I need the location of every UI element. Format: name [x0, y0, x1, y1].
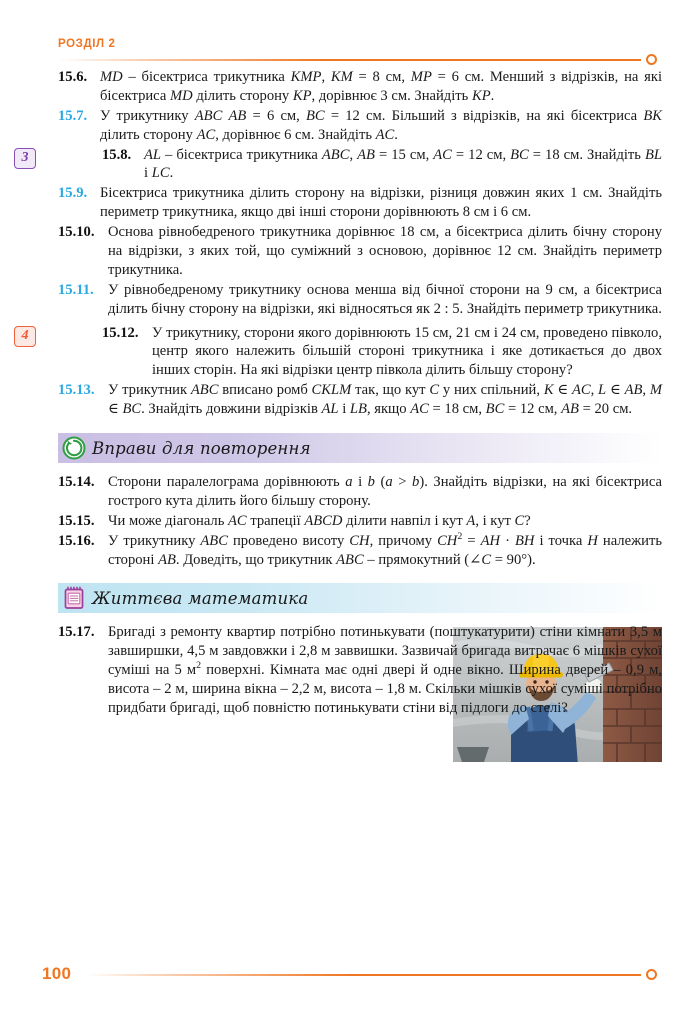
exercise-number: 15.15. — [58, 512, 95, 529]
exercise-text: У трикутнику ABC AB = 6 см, BC = 12 см. Більший з відрізків, на які бісектриса BK ділить сторону AC, дорівнює 6 см. Знайдіть AC. — [100, 107, 662, 143]
exercise-text: У рівнобедреному трикутнику основа менша від бічної сторони на 9 см, а бісектриса ділить бічну сторону на відрізки, які відносяться як 2 : 5. Знайдіть периметр трикутника. — [108, 281, 662, 317]
exercise-text: У трикутнику, сторони якого дорівнюють 15 см, 21 см і 24 см, проведено півколо, центр якого належить більшій стороні трикутника і яке дотикається до двох інших сторін. На які відрізки центр півкола ділить більшу сторону? — [152, 324, 662, 379]
section-title: Життєва математика — [92, 588, 309, 608]
exercise-item — [58, 281, 662, 319]
page-content — [21, 68, 663, 719]
exercise-number: 15.7. — [58, 107, 88, 124]
header-rule — [58, 59, 641, 61]
section-title: Вправи для повторення — [92, 438, 311, 458]
section-banner-review — [58, 433, 662, 463]
exercise-number: 15.11. — [58, 281, 94, 298]
exercise-number: 15.14. — [58, 474, 95, 491]
exercise-text: Сторони паралелограма дорівнюють a і b (a > b). Знайдіть відрізки, на які бісектриса гострого кута ділить його більшу сторону. — [108, 474, 662, 509]
notepad-icon — [61, 585, 87, 611]
header-dot-icon — [646, 54, 657, 65]
level-badge-label: 4 — [21, 328, 29, 344]
exercise-number: 15.6. — [58, 69, 88, 85]
exercise-item — [58, 184, 662, 222]
exercise-item — [58, 107, 662, 145]
footer-dot-icon — [646, 969, 657, 980]
running-head — [58, 38, 657, 64]
exercise-number: 15.8. — [102, 146, 132, 163]
level-badge-3 — [14, 148, 36, 169]
circular-arrow-icon — [61, 435, 87, 461]
exercise-text: У трикутнику ABC проведено висоту CH, причому $CH^2$ = AH · BH і точка H належить стороні AB. Доведіть, що трикутник ABC – прямокутний (∠C = 90°). — [108, 530, 662, 568]
exercise-item — [58, 381, 662, 419]
exercise-number: 15.9. — [58, 185, 88, 202]
life-math-exercise — [58, 623, 662, 717]
exercise-text: Чи може діагональ AC трапеції ABCD ділити навпіл і кут A, і кут C? — [108, 512, 531, 529]
exercise-item — [58, 473, 662, 511]
exercise-item — [58, 512, 662, 531]
exercise-text: MD – бісектриса трикутника KMP, KM = 8 см, MP = 6 см. Менший з відрізків, на які бісектриса MD ділить сторону KP, дорівнює 3 см. Знайдіть KP. — [100, 69, 663, 104]
exercise-item — [58, 532, 662, 570]
exercise-item — [58, 68, 662, 106]
exercise-text: Бригаді з ремонту квартир потрібно потинькувати (поштукатурити) стіни кімнати 3,5 м завширшки, 4,5 м завдовжки і 2,8 м заввишки. Зазвичай бригада витрачає 6 мішків сухої суміші на 5 $м^2$ поверхні. Кімната має одні двері й одне вікно. Ширина дверей – 0,9 м, висота – 2 м, ширина вікна – 2,2 м, висота – 1,8 м. Скільки мішків сухої суміші потрібно придбати бригаді, щоб повністю потинькувати стіни від підлоги до стелі? — [108, 624, 662, 717]
page-footer — [42, 964, 657, 986]
section-banner-life-math — [58, 583, 662, 613]
chapter-label: РОЗДІЛ 2 — [58, 38, 116, 50]
exercise-text: AL – бісектриса трикутника ABC, AB = 15 см, AC = 12 см, BC = 18 см. Знайдіть BL і LC. — [144, 146, 663, 182]
exercise-number: 15.12. — [102, 324, 139, 341]
exercise-item — [58, 623, 662, 717]
exercise-text: Основа рівнобедреного трикутника дорівнює 18 см, а бісектриса ділить бічну сторону на відрізки, з яких той, що суміжний з основою, дорівнює 12 см. Знайдіть периметр трикутника. — [108, 224, 662, 278]
exercise-item — [21, 324, 662, 381]
exercise-item — [58, 223, 662, 280]
exercise-number: 15.13. — [58, 382, 95, 399]
footer-rule — [86, 974, 641, 976]
level-badge-label: 3 — [21, 150, 29, 166]
exercise-text: Бісектриса трикутника ділить сторону на відрізки, різниця довжин яких 1 см. Знайдіть периметр трикутника, якщо дві інші сторони дорівнюють 8 см і 6 см. — [100, 185, 662, 221]
exercise-number: 15.10. — [58, 224, 95, 241]
page-number: 100 — [42, 964, 72, 983]
exercise-item — [21, 146, 663, 184]
level-badge-4 — [14, 326, 36, 347]
exercise-text: У трикутник ABC вписано ромб CKLM так, що кут C у них спільний, K ∈ AC, L ∈ AB, M ∈ BC. Знайдіть довжини відрізків AL і LB, якщо AC = 18 см, BC = 12 см, AB = 20 см. — [108, 382, 663, 418]
exercise-number: 15.17. — [58, 624, 95, 641]
exercise-number: 15.16. — [58, 532, 95, 549]
